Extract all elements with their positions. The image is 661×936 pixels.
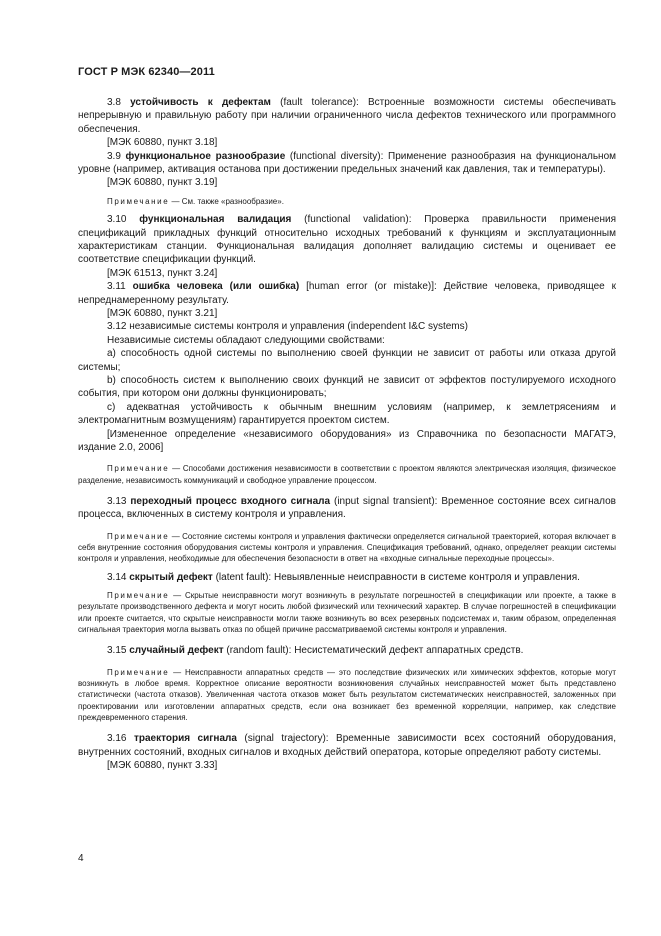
term: ошибка человека (или ошибка) [132, 281, 300, 293]
page-number: 4 [78, 853, 84, 864]
term: переходный процесс входного сигнала [130, 496, 331, 508]
term: скрытый дефект [129, 571, 213, 583]
definition-3-9: 3.9 функциональное разнообразие (functional diversity): Применение разнообразия на функциональном уровне (например, активация останова при достижении предельных значений как давления, так и температуры). [78, 150, 617, 176]
note: Примечание — Неисправности аппаратных средств — это последствие физических или химических эффектов, которые могут возникнуть в любое время. Корректное описание вероятности возникновения случайных неисправностей может быть представлено статистически (частота отказов). Увеличенная частота отказов может быть результатом систематических неисправностей, заложенных при проектировании или изготовлении аппаратных средств, если она возникает без временной корреляции, например, как следствие преждевременного старения. [78, 667, 616, 722]
document-header: ГОСТ Р МЭК 62340—2011 [78, 66, 215, 78]
definition-3-12: 3.12 независимые системы контроля и управления (independent I&C systems) [107, 321, 468, 333]
term: устойчивость к дефектам [130, 97, 271, 108]
term: траектория сигнала [133, 733, 237, 745]
definition-3-15: 3.15 случайный дефект (random fault): Несистематический дефект аппаратных средств. [107, 645, 524, 657]
note: Примечание — Скрытые неисправности могут возникнуть в результате погрешностей в спецификации или проекте, а также в результате производственного дефекта и могут носить любой физический или технический характер. В случае погрешностей в спецификации или проекте считается, что скрытые неисправности могли также возникнуть во всех резервных подсистемах и, таким образом, определенная сигнальная траектория могла вызвать отказ по общей причине рассматриваемой системы контроля и управления. [78, 591, 616, 635]
term: функциональная валидация [139, 214, 292, 226]
list-item: c) адекватная устойчивость к обычным внешним условиям (например, к землетрясениям и электромагнитным возмущениям) гарантируется проектом систем. [78, 401, 616, 427]
term: функциональное разнообразие [125, 150, 286, 162]
list-item: b) способность систем к выполнению своих функций не зависит от эффектов постулируемого исходного события, при котором они должны функционировать; [78, 375, 616, 400]
note: Примечание — Состояние системы контроля и управления фактически определяется сигнальной траекторией, которая включает в себя внутренние состояния оборудования системы контроля и управления. Спецификация требований, однако, определяет реакции системы контроля и управления, необходимые для обеспечения безопасности в ответ на «входные сигнальные переходные процессы». [78, 531, 616, 564]
reference: [МЭК 60880, пункт 3.33] [107, 760, 218, 772]
reference: [МЭК 60880, пункт 3.19] [107, 177, 218, 189]
paragraph: Независимые системы обладают следующими свойствами: [107, 334, 385, 346]
definition-3-13: 3.13 переходный процесс входного сигнала (input signal transient): Временное состояние всех сигналов процесса, включенных в систему контроля и управления. [78, 496, 616, 521]
reference: [Измененное определение «независимого оборудования» из Справочника по безопасности МАГАТЭ, издание 2.0, 2006] [78, 428, 616, 454]
reference: [МЭК 61513, пункт 3.24] [107, 267, 218, 279]
reference: [МЭК 60880, пункт 3.21] [107, 307, 218, 319]
definition-3-10: 3.10 функциональная валидация (functional validation): Проверка правильности применения спецификаций прикладных функций относительно исходных требований к функциям и эксплуатационным характеристикам станции. Функциональная валидация дополняет валидацию системы и оценивает ее соответствие спецификации функций. [78, 214, 617, 266]
list-item: a) способность одной системы по выполнению своей функции не зависит от работы или отказа другой системы; [78, 348, 616, 373]
definition-3-11: 3.11 ошибка человека (или ошибка) [human error (or mistake)]: Действие человека, приводящее к непреднамеренному результату. [78, 281, 616, 306]
definition-3-14: 3.14 скрытый дефект (latent fault): Невыявленные неисправности в системе контроля и управления. [107, 571, 580, 583]
reference: [МЭК 60880, пункт 3.18] [107, 137, 218, 149]
definition-3-8: 3.8 устойчивость к дефектам (fault tolerance): Встроенные возможности системы обеспечивать непрерывную и правильную работу при наличии ограниченного числа дефектов технического или программного обеспечения. [78, 97, 617, 135]
document-body [78, 96, 616, 772]
definition-3-16: 3.16 траектория сигнала (signal trajectory): Временные зависимости всех состояний оборудования, внутренних состояний, входных сигналов и входных действий оператора, которые определяют работу системы. [78, 733, 616, 758]
term: случайный дефект [129, 645, 224, 657]
note: Примечание — См. также «разнообразие». [107, 196, 284, 206]
note: Примечание — Способами достижения независимости в соответствии с проектом являются электрическая изоляция, физическое разделение, независимость коммуникаций и свободное управление процессом. [78, 464, 616, 485]
